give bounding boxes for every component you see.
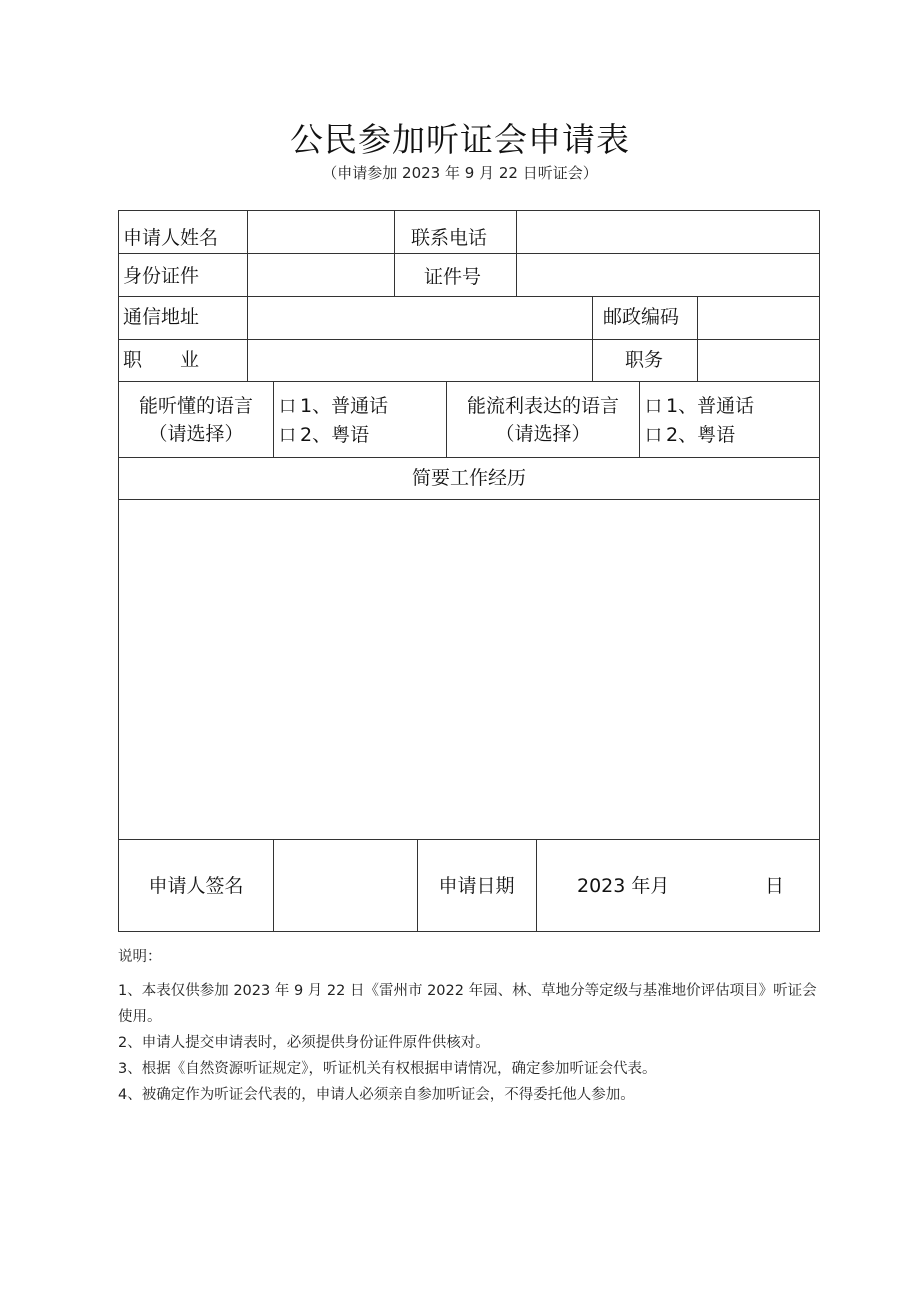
col-divider xyxy=(273,381,274,457)
fluent-option-cantonese[interactable] xyxy=(645,421,754,450)
checkbox-icon[interactable]: 口 xyxy=(645,426,662,446)
understand-option-cantonese[interactable] xyxy=(279,421,388,450)
fluent-language-hint: （请选择） xyxy=(495,423,591,445)
option-label: 2、粤语 xyxy=(300,424,370,446)
option-label: 2、粤语 xyxy=(666,424,736,446)
note-item: 1、本表仅供参加 2023 年 9 月 22 日《雷州市 2022 年园、林、草地分等定级与基准地价评估项目》听证会使用。 xyxy=(118,983,817,1025)
signature-field[interactable] xyxy=(274,840,416,931)
option-label: 1、普通话 xyxy=(666,395,755,417)
row-divider xyxy=(119,457,819,458)
understand-language-hint: （请选择） xyxy=(148,423,244,445)
checkbox-icon[interactable]: 口 xyxy=(645,397,662,417)
occupation-field[interactable] xyxy=(248,340,591,381)
note-item: 4、被确定作为听证会代表的，申请人必须亲自参加听证会，不得委托他人参加。 xyxy=(118,1087,635,1103)
apply-date-day: 日 xyxy=(765,875,785,897)
notes-heading: 说明： xyxy=(118,949,162,965)
col-divider xyxy=(592,296,593,381)
note-item: 3、根据《自然资源听证规定》，听证机关有权根据申请情况，确定参加听证会代表。 xyxy=(118,1061,657,1077)
fluent-option-mandarin[interactable] xyxy=(645,392,754,421)
page-title: 公民参加听证会申请表 xyxy=(290,120,630,159)
phone-label: 联系电话 xyxy=(411,227,488,249)
fluent-language-text: 能流利表达的语言 xyxy=(466,395,619,417)
col-divider xyxy=(639,381,640,457)
work-history-field[interactable] xyxy=(120,500,818,838)
apply-date-value[interactable]: 2023 年月 xyxy=(577,875,670,897)
id-number-label: 证件号 xyxy=(424,266,482,288)
applicant-name-field[interactable] xyxy=(248,212,393,253)
row-divider xyxy=(119,839,819,840)
postcode-label: 邮政编码 xyxy=(603,306,680,328)
checkbox-icon[interactable]: 口 xyxy=(279,426,296,446)
apply-date-label: 申请日期 xyxy=(438,875,515,897)
phone-field[interactable] xyxy=(517,212,817,253)
note-item: 2、申请人提交申请表时，必须提供身份证件原件供核对。 xyxy=(118,1035,490,1051)
option-label: 1、普通话 xyxy=(300,395,389,417)
col-divider xyxy=(536,839,537,931)
understand-language-options xyxy=(279,392,388,450)
id-type-label: 身份证件 xyxy=(123,265,200,287)
occupation-label: 职 业 xyxy=(123,349,200,371)
id-number-field[interactable] xyxy=(517,254,817,296)
understand-language-label xyxy=(119,392,273,448)
postcode-field[interactable] xyxy=(698,297,817,339)
applicant-name-label: 申请人姓名 xyxy=(123,227,219,249)
application-form-table xyxy=(118,210,820,932)
understand-language-text: 能听懂的语言 xyxy=(138,395,253,417)
page-subtitle: （申请参加 2023 年 9 月 22 日听证会） xyxy=(322,164,598,182)
position-label: 职务 xyxy=(625,349,664,371)
checkbox-icon[interactable]: 口 xyxy=(279,397,296,417)
row-divider xyxy=(119,381,819,382)
signature-label: 申请人签名 xyxy=(148,875,244,897)
col-divider xyxy=(394,211,395,296)
fluent-language-options xyxy=(645,392,754,450)
id-type-field[interactable] xyxy=(248,254,393,296)
fluent-language-label xyxy=(447,392,639,448)
address-field[interactable] xyxy=(248,297,591,339)
address-label: 通信地址 xyxy=(123,306,200,328)
work-history-label: 简要工作经历 xyxy=(411,467,526,489)
notes-section xyxy=(118,944,828,1108)
understand-option-mandarin[interactable] xyxy=(279,392,388,421)
position-field[interactable] xyxy=(698,340,817,381)
